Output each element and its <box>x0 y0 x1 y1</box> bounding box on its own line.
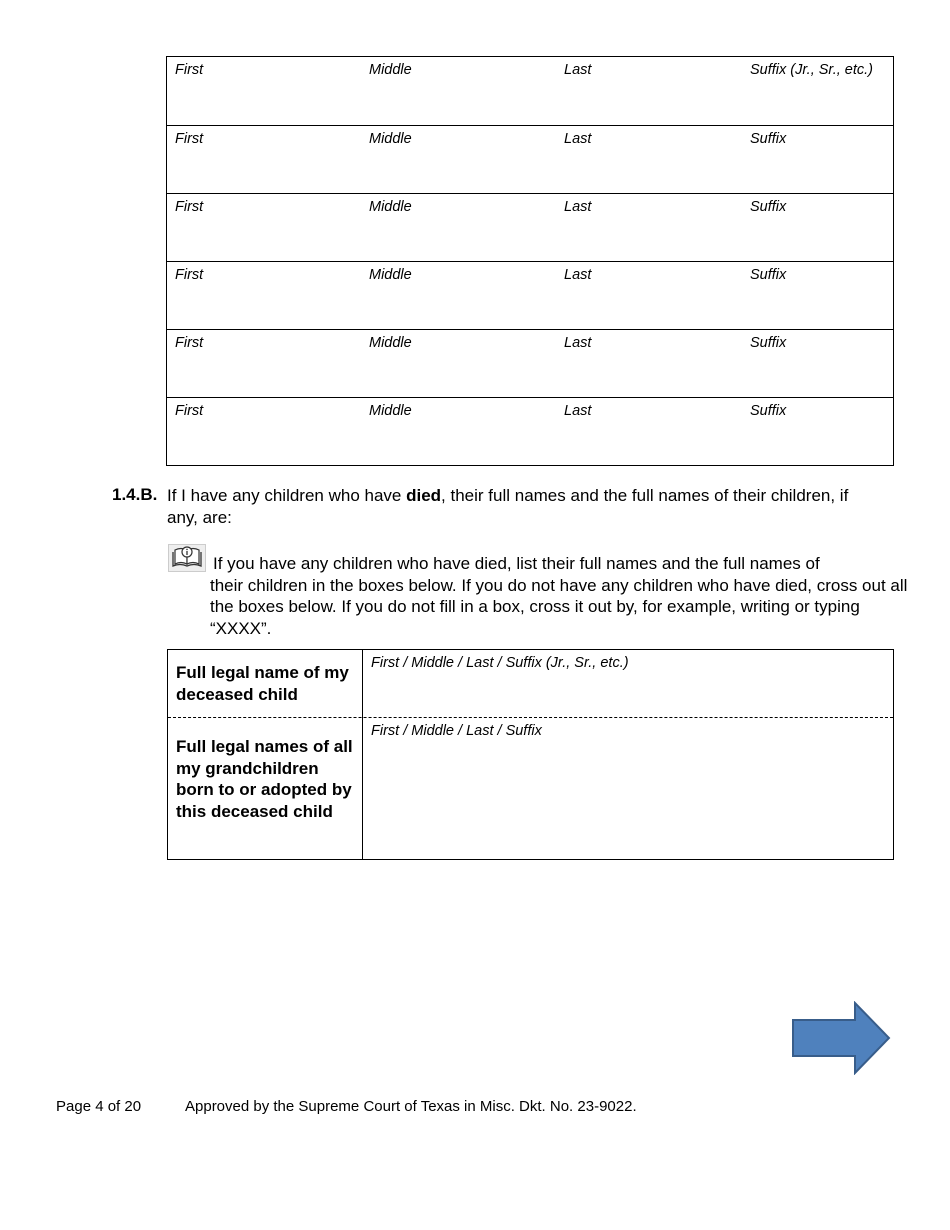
last-name-label: Last <box>564 62 592 78</box>
names-row[interactable] <box>167 261 893 329</box>
first-name-label: First <box>175 335 204 351</box>
section-text-before: If I have any children who have <box>167 486 407 505</box>
deceased-child-label: Full legal name of my deceased child <box>176 663 349 704</box>
column-divider <box>362 650 363 859</box>
last-name-label: Last <box>564 199 592 215</box>
deceased-child-name-field[interactable]: First / Middle / Last / Suffix (Jr., Sr., etc.) <box>371 655 629 671</box>
middle-name-label: Middle <box>369 62 412 78</box>
middle-name-label: Middle <box>369 403 412 419</box>
instructions-text <box>210 553 910 639</box>
first-name-label: First <box>175 267 204 283</box>
first-name-label: First <box>175 199 204 215</box>
book-info-icon <box>168 544 206 572</box>
suffix-label: Suffix <box>750 199 787 215</box>
names-row[interactable] <box>167 397 893 465</box>
section-heading <box>167 485 867 528</box>
last-name-label: Last <box>564 267 592 283</box>
section-number: 1.4.B. <box>112 485 158 504</box>
row-divider <box>168 717 893 718</box>
section-text-after: , their full names and the full names of their children, if any, are: <box>167 486 849 527</box>
deceased-child-table <box>167 649 894 860</box>
approval-note: Approved by the Supreme Court of Texas in Misc. Dkt. No. 23-9022. <box>185 1098 637 1115</box>
suffix-label: Suffix <box>750 403 787 419</box>
names-row[interactable] <box>167 57 893 125</box>
grandchildren-names-field[interactable]: First / Middle / Last / Suffix <box>371 723 542 739</box>
names-row[interactable] <box>167 125 893 193</box>
suffix-label: Suffix <box>750 335 787 351</box>
instructions-rest: their children in the boxes below. If you do not have any children who have died, cross out all the boxes below. If you do not fill in a box, cross it out by, for example, writing or typing “XXXX”. <box>210 575 908 638</box>
middle-name-label: Middle <box>369 131 412 147</box>
first-name-label: First <box>175 62 204 78</box>
grandchildren-label: Full legal names of all my grandchildren born to or adopted by this deceased child <box>176 737 353 821</box>
page-number: Page 4 of 20 <box>56 1098 142 1115</box>
middle-name-label: Middle <box>369 335 412 351</box>
names-row[interactable] <box>167 193 893 261</box>
names-table <box>166 56 894 466</box>
suffix-label: Suffix (Jr., Sr., etc.) <box>750 62 873 78</box>
last-name-label: Last <box>564 335 592 351</box>
next-arrow-icon[interactable] <box>791 1001 892 1075</box>
middle-name-label: Middle <box>369 267 412 283</box>
last-name-label: Last <box>564 131 592 147</box>
last-name-label: Last <box>564 403 592 419</box>
instructions-line-1: If you have any children who have died, list their full names and the full names of <box>213 554 820 573</box>
first-name-label: First <box>175 131 204 147</box>
first-name-label: First <box>175 403 204 419</box>
suffix-label: Suffix <box>750 267 787 283</box>
names-row[interactable] <box>167 329 893 397</box>
suffix-label: Suffix <box>750 131 787 147</box>
middle-name-label: Middle <box>369 199 412 215</box>
section-text-bold: died <box>406 486 442 505</box>
